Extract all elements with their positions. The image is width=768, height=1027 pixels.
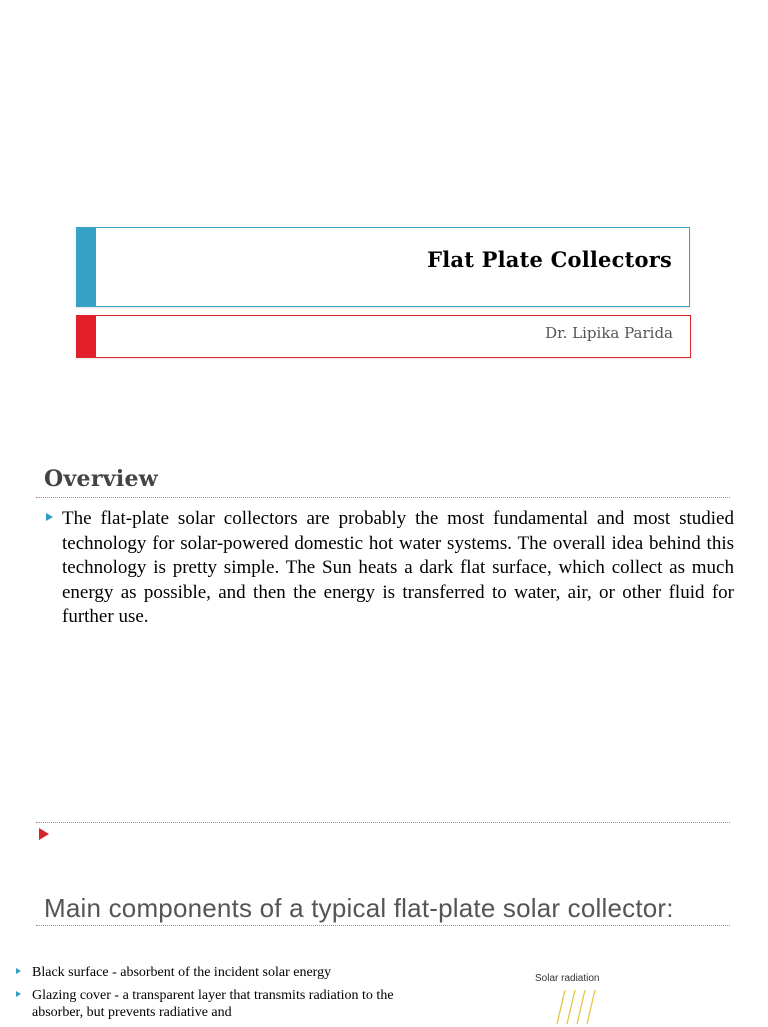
overview-divider bbox=[36, 497, 730, 498]
overview-paragraph: The flat-plate solar collectors are probably the most fundamental and most studied technology for solar-powered domestic hot water systems. The overall idea behind this technology is pretty simple. The Sun heats a dark flat surface, which collect as much energy as possible, and then the energy is transferred to water, air, or other fluid for further use. bbox=[62, 508, 734, 627]
bullet-icon bbox=[46, 513, 53, 521]
component-text: Black surface - absorbent of the incident solar energy bbox=[32, 965, 332, 980]
list-item bbox=[16, 987, 396, 1021]
components-divider bbox=[36, 925, 730, 926]
bullet-icon bbox=[16, 968, 21, 974]
title-box bbox=[76, 227, 690, 307]
list-item bbox=[16, 964, 396, 981]
red-bullet-icon bbox=[39, 828, 49, 840]
bullet-icon bbox=[16, 991, 21, 997]
subtitle-accent-bar bbox=[77, 316, 96, 357]
slide-title: Flat Plate Collectors bbox=[427, 247, 672, 272]
components-list bbox=[16, 964, 396, 1027]
solar-radiation-label: Solar radiation bbox=[535, 973, 600, 984]
component-text: Glazing cover - a transparent layer that transmits radiation to the absorber, but prevents radiative and bbox=[32, 988, 394, 1020]
solar-rays-icon bbox=[555, 990, 605, 1024]
overview-heading: Overview bbox=[44, 466, 159, 492]
components-heading: Main components of a typical flat-plate solar collector: bbox=[44, 893, 674, 923]
slide-divider bbox=[36, 822, 730, 823]
subtitle-box bbox=[76, 315, 691, 358]
title-accent-bar bbox=[77, 228, 96, 306]
slide-author: Dr. Lipika Parida bbox=[545, 324, 673, 342]
